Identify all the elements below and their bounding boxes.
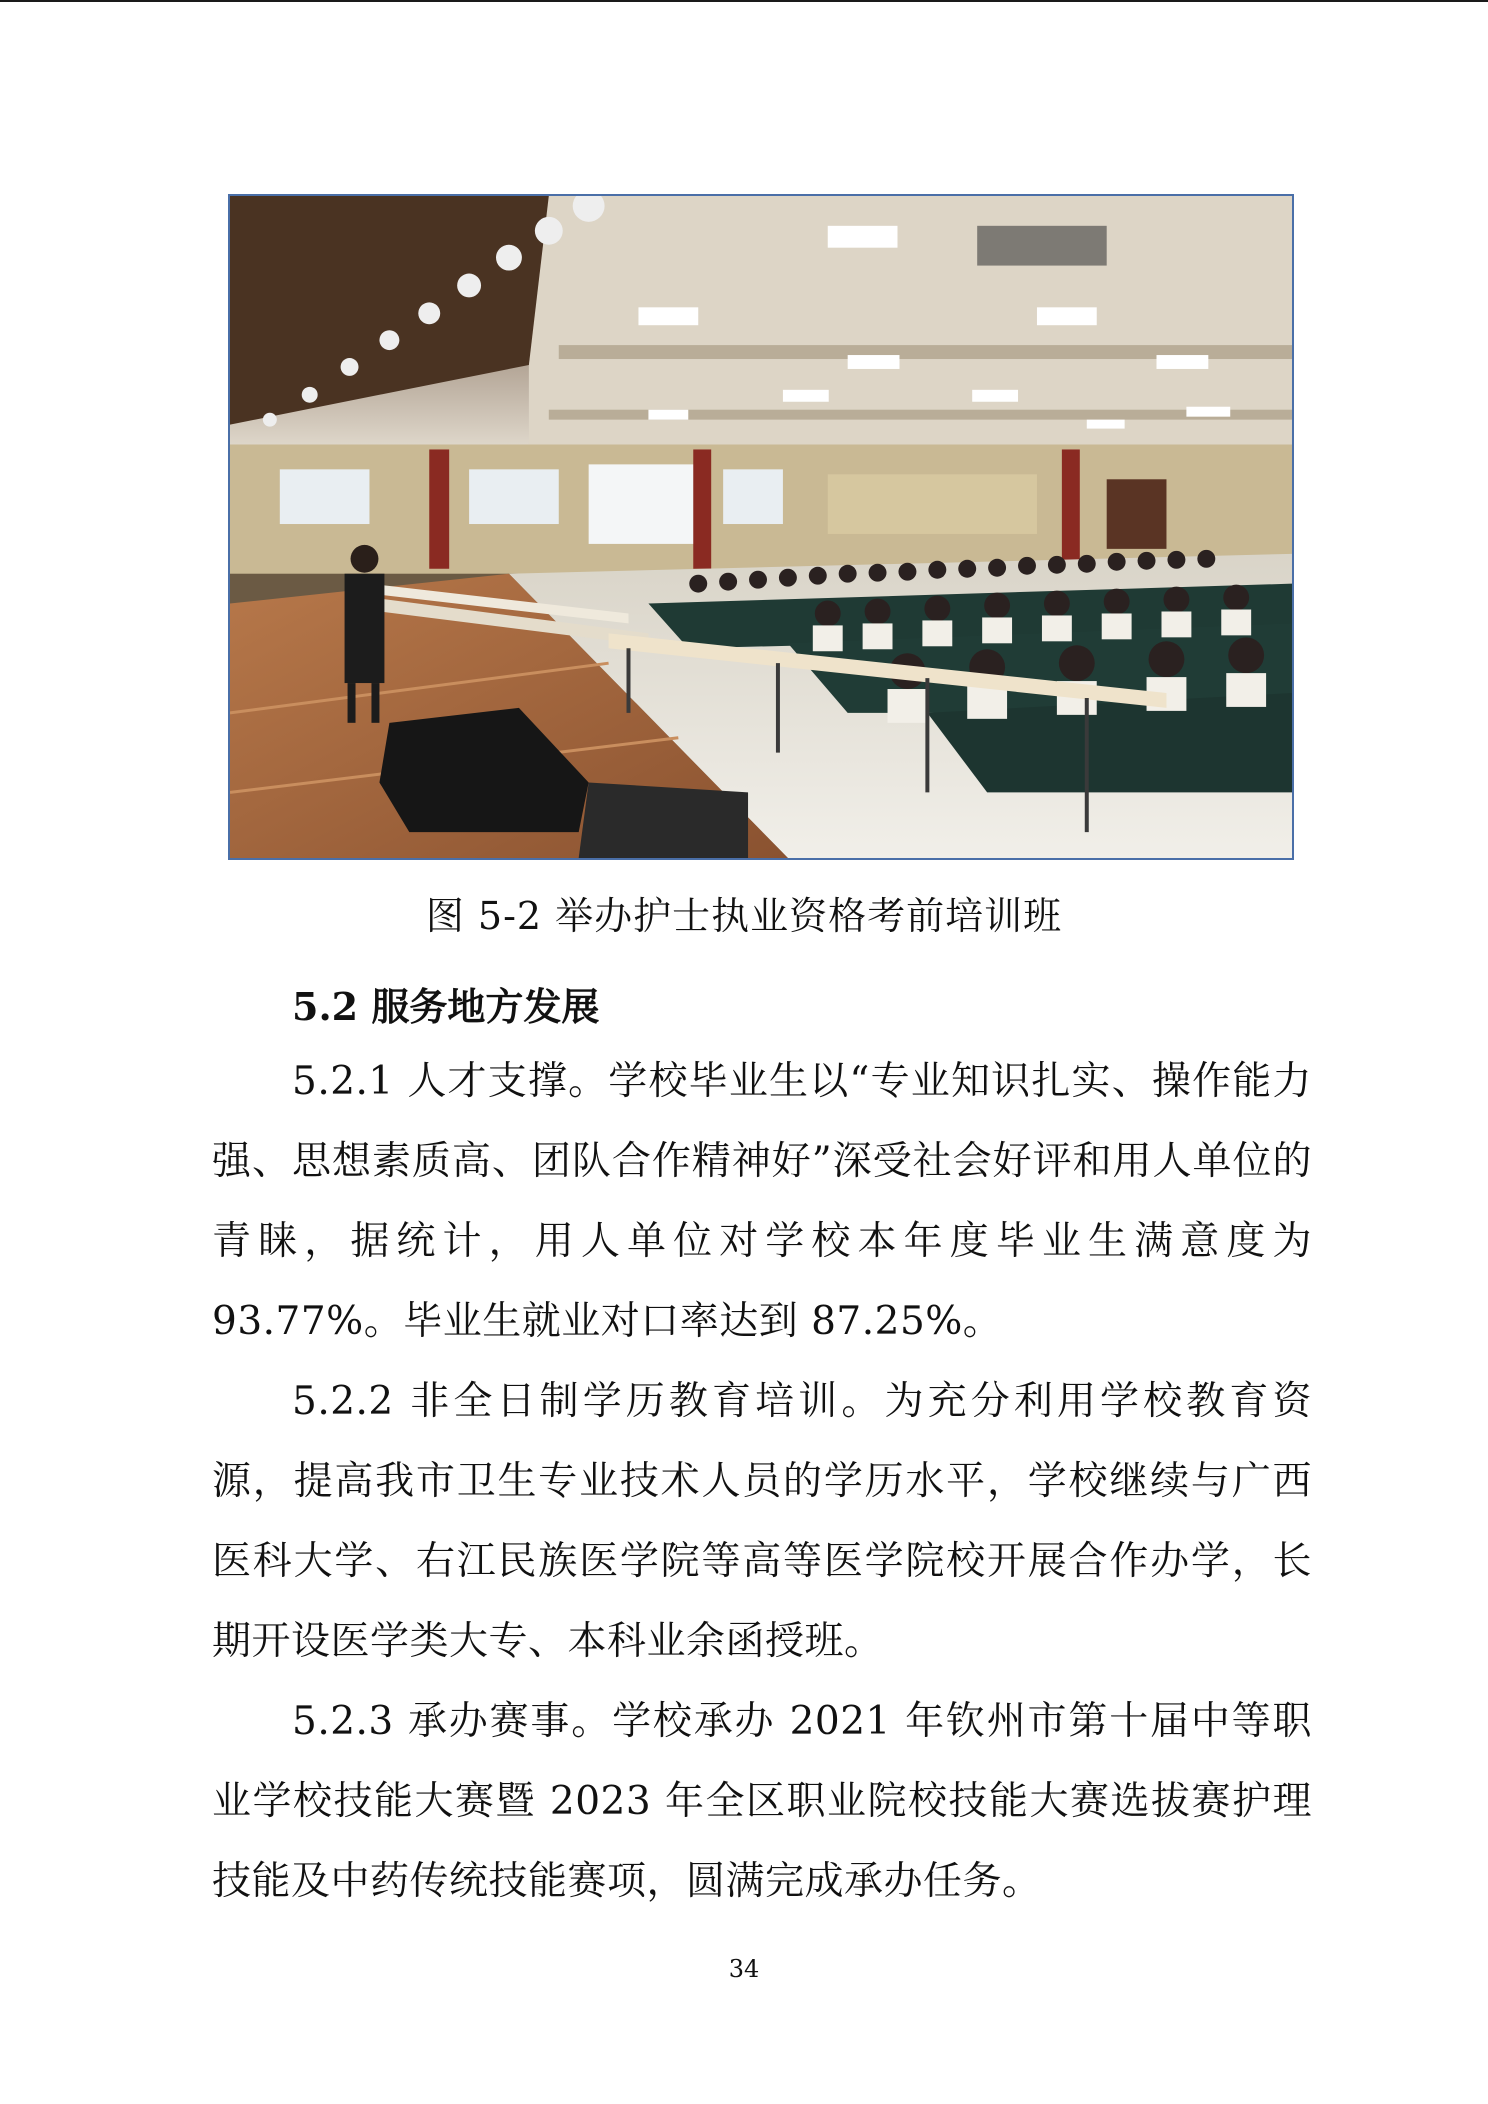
section-heading: 5.2 服务地方发展 <box>292 984 600 1029</box>
paragraph-competition-hosting: 5.2.3 承办赛事。学校承办 2021 年钦州市第十届中等职业学校技能大赛暨 2023 年全区职业院校技能大赛选拔赛护理技能及中药传统技能赛项，圆满完成承办任务。 <box>212 1699 1312 1904</box>
top-border-line <box>0 0 1488 2</box>
paragraph-talent-support: 5.2.1 人才支撑。学校毕业生以“专业知识扎实、操作能力强、思想素质高、团队合作精神好”深受社会好评和用人单位的青睐，据统计，用人单位对学校本年度毕业生满意度为93.77%。毕业生就业对口率达到 87.25%。 <box>212 1059 1312 1344</box>
page-number: 34 <box>728 1955 760 1983</box>
paragraph-part-time-education: 5.2.2 非全日制学历教育培训。为充分利用学校教育资源，提高我市卫生专业技术人员的学历水平，学校继续与广西医科大学、右江民族医学院等高等医学院校开展合作办学，长期开设医学类大专、本科业余函授班。 <box>212 1379 1312 1664</box>
training-class-photo <box>228 194 1294 860</box>
figure-caption: 图 5-2 举办护士执业资格考前培训班 <box>425 894 1063 938</box>
